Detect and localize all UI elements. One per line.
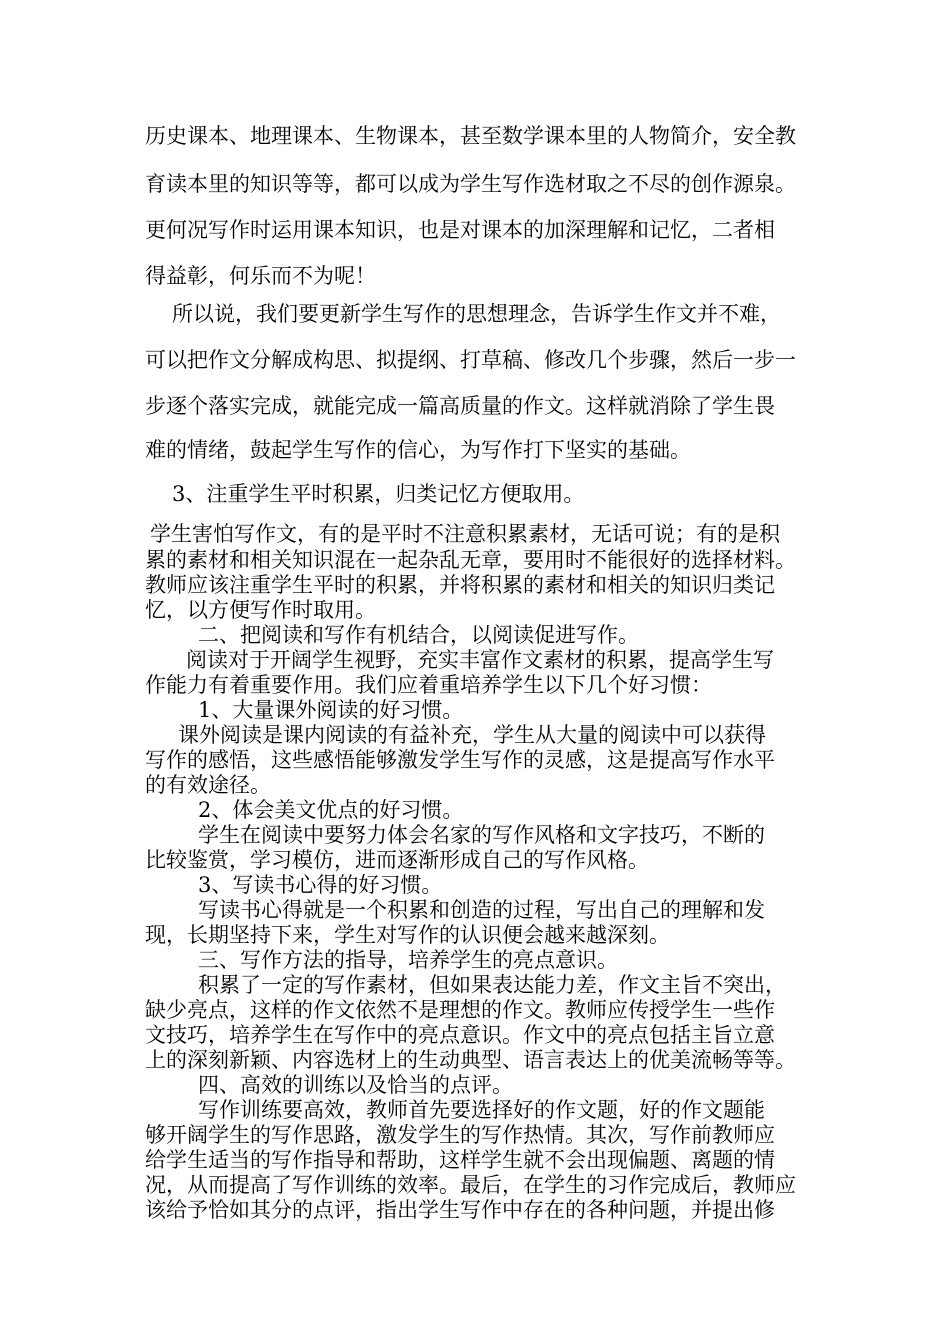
text-line: 学生在阅读中要努力体会名家的写作风格和文字技巧，不断的 [198, 823, 765, 847]
text-line: 作能力有着重要作用。我们应着重培养学生以下几个好习惯： [145, 673, 712, 697]
text-line: 三、写作方法的指导，培养学生的亮点意识。 [198, 948, 618, 972]
text-line: 3、写读书心得的好习惯。 [198, 873, 443, 897]
text-line: 更何况写作时运用课本知识，也是对课本的加深理解和记忆，二者相 [145, 218, 775, 242]
text-line: 积累了一定的写作素材，但如果表达能力差，作文主旨不突出， [198, 973, 786, 997]
text-line: 四、高效的训练以及恰当的点评。 [198, 1073, 513, 1097]
text-line: 育读本里的知识等等，都可以成为学生写作选材取之不尽的创作源泉。 [145, 172, 796, 196]
text-line: 忆，以方便写作时取用。 [145, 598, 376, 622]
text-line: 现，长期坚持下来，学生对写作的认识便会越来越深刻。 [145, 923, 670, 947]
text-line: 况，从而提高了写作训练的效率。最后，在学生的习作完成后，教师应 [145, 1173, 796, 1197]
text-line: 够开阔学生的写作思路，激发学生的写作热情。其次，写作前教师应 [145, 1123, 775, 1147]
text-line: 比较鉴赏，学习模仿，进而逐渐形成自己的写作风格。 [145, 848, 649, 872]
text-line: 该给予恰如其分的点评，指出学生写作中存在的各种问题，并提出修 [145, 1198, 775, 1222]
text-line: 教师应该注重学生平时的积累，并将积累的素材和相关的知识归类记 [145, 573, 775, 597]
text-line: 写读书心得就是一个积累和创造的过程，写出自己的理解和发 [198, 898, 765, 922]
text-line: 二、把阅读和写作有机结合，以阅读促进写作。 [198, 623, 639, 647]
text-line: 难的情绪，鼓起学生写作的信心，为写作打下坚实的基础。 [145, 438, 691, 462]
text-line: 步逐个落实完成，就能完成一篇高质量的作文。这样就消除了学生畏 [145, 394, 775, 418]
text-line: 课外阅读是课内阅读的有益补充，学生从大量的阅读中可以获得 [178, 723, 766, 747]
text-line: 上的深刻新颖、内容选材上的生动典型、语言表达上的优美流畅等等。 [145, 1048, 796, 1072]
text-line: 3、注重学生平时积累，归类记忆方便取用。 [172, 482, 585, 506]
text-line: 累的素材和相关知识混在一起杂乱无章，要用时不能很好的选择材料。 [145, 548, 796, 572]
text-line: 写作训练要高效，教师首先要选择好的作文题，好的作文题能 [198, 1098, 765, 1122]
text-line: 可以把作文分解成构思、拟提纲、打草稿、修改几个步骤，然后一步一 [145, 348, 796, 372]
text-line: 给学生适当的写作指导和帮助，这样学生就不会出现偏题、离题的情 [145, 1148, 775, 1172]
text-line: 1、大量课外阅读的好习惯。 [198, 698, 464, 722]
text-line: 学生害怕写作文，有的是平时不注意积累素材，无话可说；有的是积 [150, 522, 780, 546]
text-line: 2、体会美文优点的好习惯。 [198, 798, 464, 822]
text-line: 文技巧，培养学生在写作中的亮点意识。作文中的亮点包括主旨立意 [145, 1023, 775, 1047]
text-line: 的有效途径。 [145, 773, 271, 797]
text-line: 得益彰，何乐而不为呢！ [145, 264, 376, 288]
text-line: 写作的感悟，这些感悟能够激发学生写作的灵感，这是提高写作水平 [145, 748, 775, 772]
text-line: 所以说，我们要更新学生写作的思想理念，告诉学生作文并不难， [172, 302, 781, 326]
text-line: 历史课本、地理课本、生物课本，甚至数学课本里的人物简介，安全教 [145, 124, 796, 148]
text-line: 阅读对于开阔学生视野，充实丰富作文素材的积累，提高学生写 [186, 648, 774, 672]
text-line: 缺少亮点，这样的作文依然不是理想的作文。教师应传授学生一些作 [145, 998, 775, 1022]
